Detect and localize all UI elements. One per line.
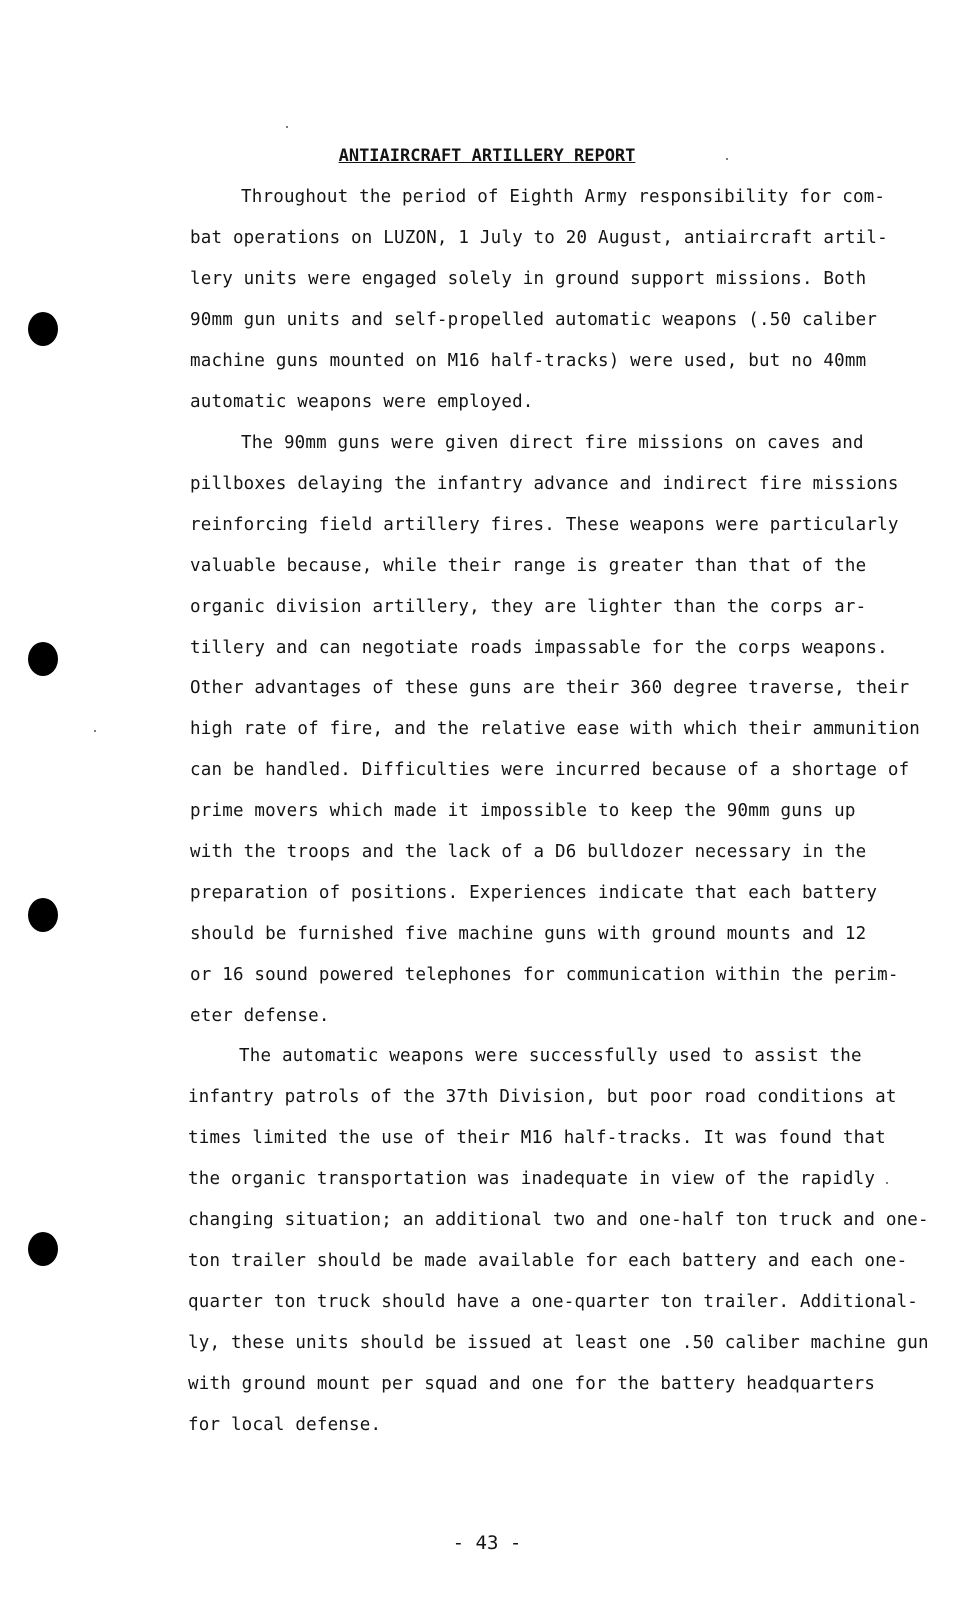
- body-line: quarter ton truck should have a one-quarter ton trailer. Additional-: [188, 1292, 919, 1312]
- punch-hole-2: [28, 642, 58, 676]
- body-line: with ground mount per squad and one for the battery headquarters: [188, 1374, 876, 1394]
- body-line: The 90mm guns were given direct fire missions on caves and: [241, 433, 864, 453]
- body-line: pillboxes delaying the infantry advance and indirect fire missions: [190, 474, 899, 494]
- body-line: valuable because, while their range is greater than that of the: [190, 556, 867, 576]
- body-line: machine guns mounted on M16 half-tracks) were used, but no 40mm: [190, 351, 867, 371]
- page-number: - 43 -: [452, 1532, 522, 1554]
- scan-speck: [286, 126, 288, 128]
- body-line: bat operations on LUZON, 1 July to 20 August, antiaircraft artil-: [190, 228, 888, 248]
- body-line: times limited the use of their M16 half-tracks. It was found that: [188, 1128, 886, 1148]
- body-line: with the troops and the lack of a D6 bulldozer necessary in the: [190, 842, 867, 862]
- body-line: ly, these units should be issued at least one .50 caliber machine gun: [188, 1333, 929, 1353]
- body-line: should be furnished five machine guns with ground mounts and 12: [190, 924, 867, 944]
- body-line: the organic transportation was inadequate in view of the rapidly: [188, 1169, 876, 1189]
- body-line: reinforcing field artillery fires. These weapons were particularly: [190, 515, 899, 535]
- body-line: Other advantages of these guns are their 360 degree traverse, their: [190, 678, 910, 698]
- body-line: 90mm gun units and self-propelled automatic weapons (.50 caliber: [190, 310, 878, 330]
- body-line: Throughout the period of Eighth Army responsibility for com-: [241, 187, 886, 207]
- body-line: high rate of fire, and the relative ease with which their ammunition: [190, 719, 921, 739]
- body-line: automatic weapons were employed.: [190, 392, 534, 412]
- body-line: prime movers which made it impossible to keep the 90mm guns up: [190, 801, 856, 821]
- punch-hole-4: [28, 1232, 58, 1266]
- body-line: lery units were engaged solely in ground support missions. Both: [190, 269, 867, 289]
- body-line: infantry patrols of the 37th Division, but poor road conditions at: [188, 1087, 897, 1107]
- body-line: or 16 sound powered telephones for communication within the perim-: [190, 965, 899, 985]
- body-line: can be handled. Difficulties were incurred because of a shortage of: [190, 760, 910, 780]
- body-line: tillery and can negotiate roads impassable for the corps weapons.: [190, 638, 888, 658]
- punch-hole-1: [28, 312, 58, 346]
- body-line: ton trailer should be made available for each battery and each one-: [188, 1251, 908, 1271]
- scan-speck: [886, 1182, 888, 1184]
- body-line: eter defense.: [190, 1006, 330, 1026]
- scan-speck: [94, 730, 96, 732]
- body-line: The automatic weapons were successfully used to assist the: [239, 1046, 862, 1066]
- punch-hole-3: [28, 898, 58, 932]
- body-line: organic division artillery, they are lighter than the corps ar-: [190, 597, 867, 617]
- body-line: preparation of positions. Experiences indicate that each battery: [190, 883, 878, 903]
- report-title: ANTIAIRCRAFT ARTILLERY REPORT: [338, 146, 636, 166]
- body-line: changing situation; an additional two and one-half ton truck and one-: [188, 1210, 929, 1230]
- body-line: for local defense.: [188, 1415, 382, 1435]
